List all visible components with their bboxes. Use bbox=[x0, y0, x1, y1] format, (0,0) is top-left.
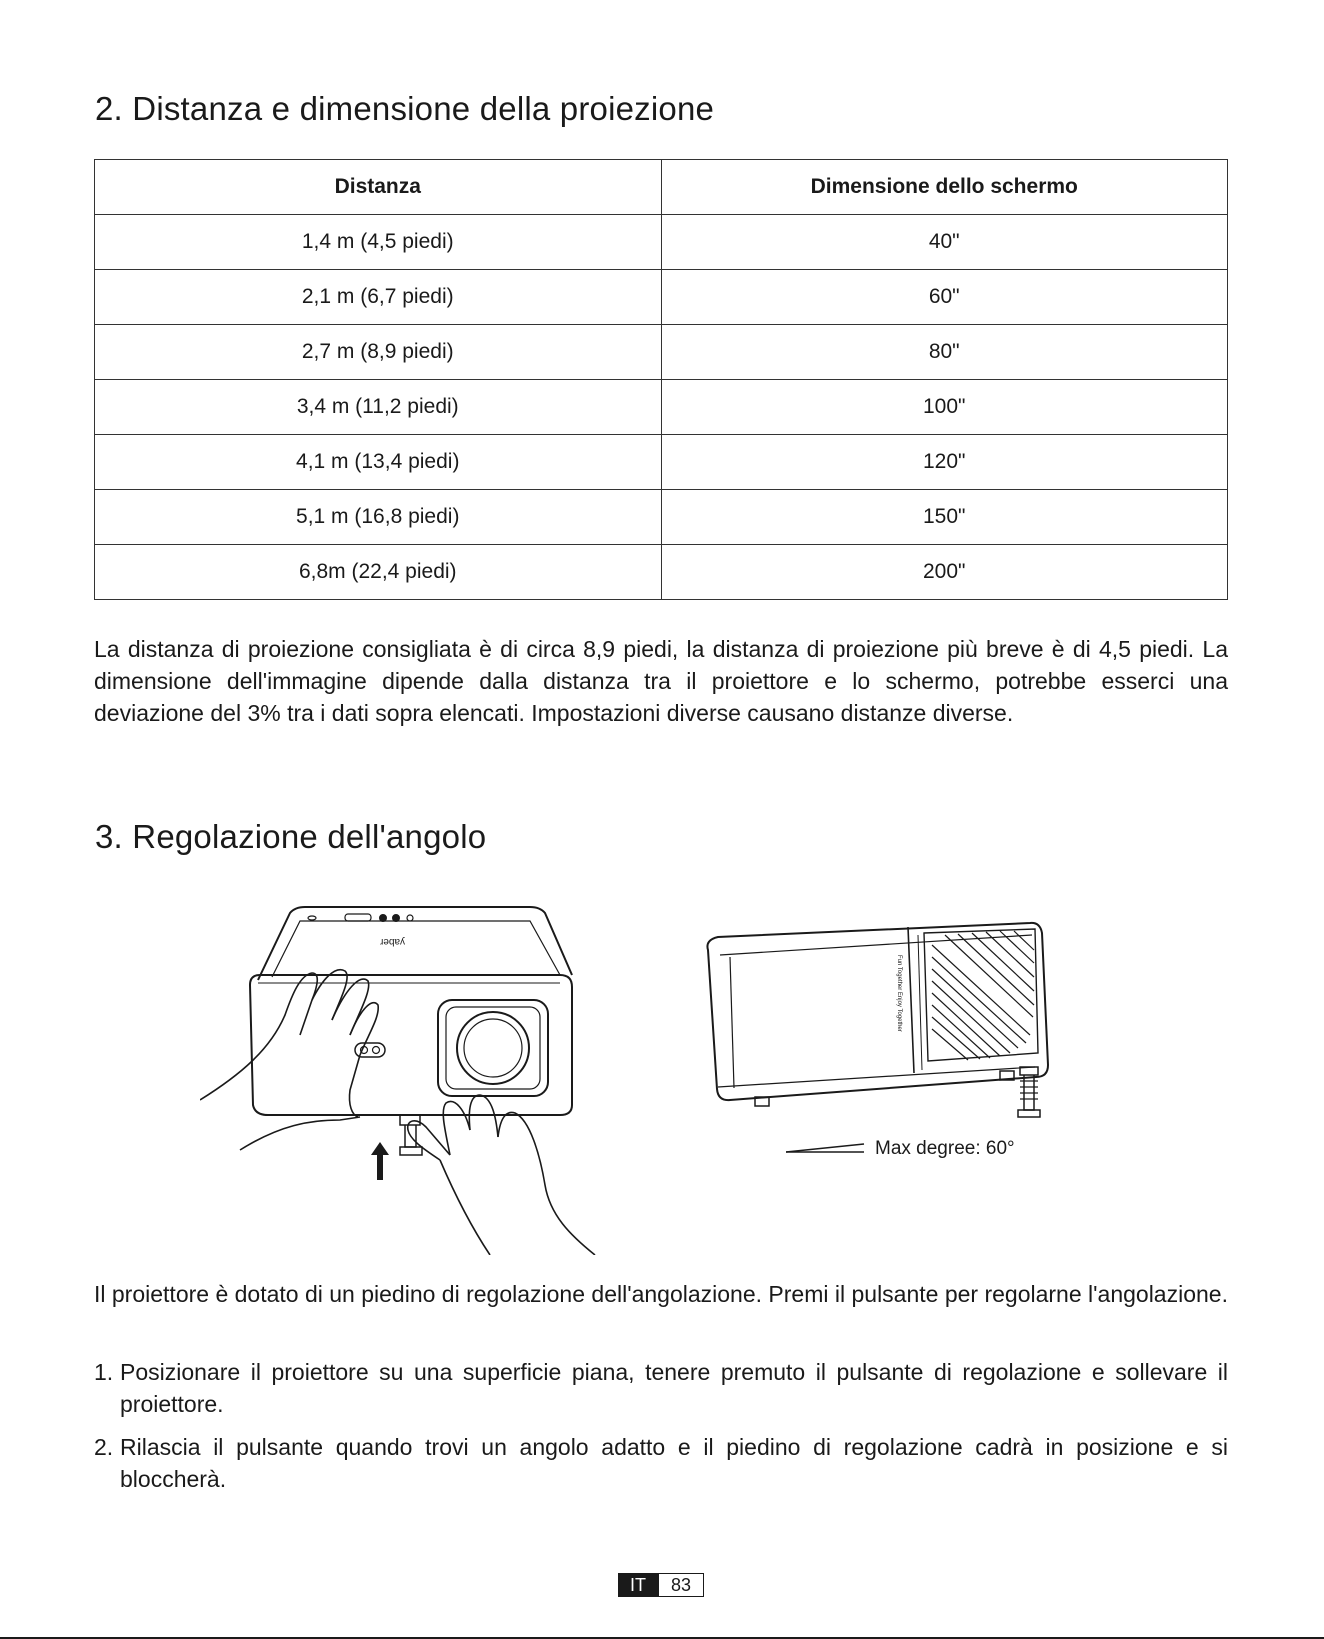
brand-text: yaber bbox=[379, 936, 405, 947]
section-title-angle: 3. Regolazione dell'angolo bbox=[95, 818, 487, 855]
step-number: 1. bbox=[94, 1359, 114, 1385]
step-text: Posizionare il proiettore su una superficie piana, tenere premuto il pulsante di regolazione e sollevare il proiettore. bbox=[120, 1359, 1228, 1417]
page-number: 83 bbox=[658, 1573, 704, 1597]
projection-table bbox=[94, 159, 1228, 600]
column-header-screen-size: Dimensione dello schermo bbox=[661, 160, 1228, 215]
cell-distance: 4,1 m (13,4 piedi) bbox=[95, 435, 662, 490]
cell-distance: 6,8m (22,4 piedi) bbox=[95, 545, 662, 600]
cell-screen-size: 200" bbox=[661, 545, 1228, 600]
cell-distance: 3,4 m (11,2 piedi) bbox=[95, 380, 662, 435]
projector-side-illustration bbox=[700, 905, 1080, 1155]
cell-screen-size: 80" bbox=[661, 325, 1228, 380]
table-row bbox=[95, 380, 1228, 435]
steps-list bbox=[94, 1356, 1228, 1506]
step-number: 2. bbox=[94, 1434, 114, 1460]
max-degree-label: Max degree: 60° bbox=[875, 1138, 1015, 1159]
table-row bbox=[95, 435, 1228, 490]
step-text: Rilascia il pulsante quando trovi un angolo adatto e il piedino di regolazione cadrà in posizione e si bloccherà. bbox=[120, 1434, 1228, 1492]
projection-note: La distanza di proiezione consigliata è di circa 8,9 piedi, la distanza di proiezione più breve è di 4,5 piedi. La dimensione dell'immagine dipende dalla distanza tra il proiettore e lo schermo, potrebbe esserci una deviazione del 3% tra i dati sopra elencati. Impostazioni diverse causano distanze diverse. bbox=[94, 636, 1228, 726]
cell-screen-size: 120" bbox=[661, 435, 1228, 490]
table-row bbox=[95, 545, 1228, 600]
cell-screen-size: 100" bbox=[661, 380, 1228, 435]
list-item bbox=[94, 1356, 1228, 1420]
cell-screen-size: 150" bbox=[661, 490, 1228, 545]
side-text: Fun Together Enjoy Together bbox=[896, 955, 902, 1032]
cell-distance: 2,7 m (8,9 piedi) bbox=[95, 325, 662, 380]
table-header-row bbox=[95, 160, 1228, 215]
page-number-badge bbox=[618, 1573, 704, 1597]
language-code: IT bbox=[618, 1573, 658, 1597]
section-title-projection: 2. Distanza e dimensione della proiezione bbox=[95, 90, 715, 127]
angle-indicator-icon bbox=[786, 1142, 866, 1154]
list-item bbox=[94, 1431, 1228, 1495]
column-header-distance: Distanza bbox=[95, 160, 662, 215]
table-row bbox=[95, 490, 1228, 545]
table-row bbox=[95, 270, 1228, 325]
table-row bbox=[95, 215, 1228, 270]
cell-screen-size: 40" bbox=[661, 215, 1228, 270]
cell-distance: 1,4 m (4,5 piedi) bbox=[95, 215, 662, 270]
angle-intro: Il proiettore è dotato di un piedino di regolazione dell'angolazione. Premi il pulsante per regolarne l'angolazione. bbox=[94, 1281, 1228, 1307]
cell-distance: 5,1 m (16,8 piedi) bbox=[95, 490, 662, 545]
table-row bbox=[95, 325, 1228, 380]
cell-distance: 2,1 m (6,7 piedi) bbox=[95, 270, 662, 325]
cell-screen-size: 60" bbox=[661, 270, 1228, 325]
projector-front-illustration bbox=[200, 905, 630, 1255]
